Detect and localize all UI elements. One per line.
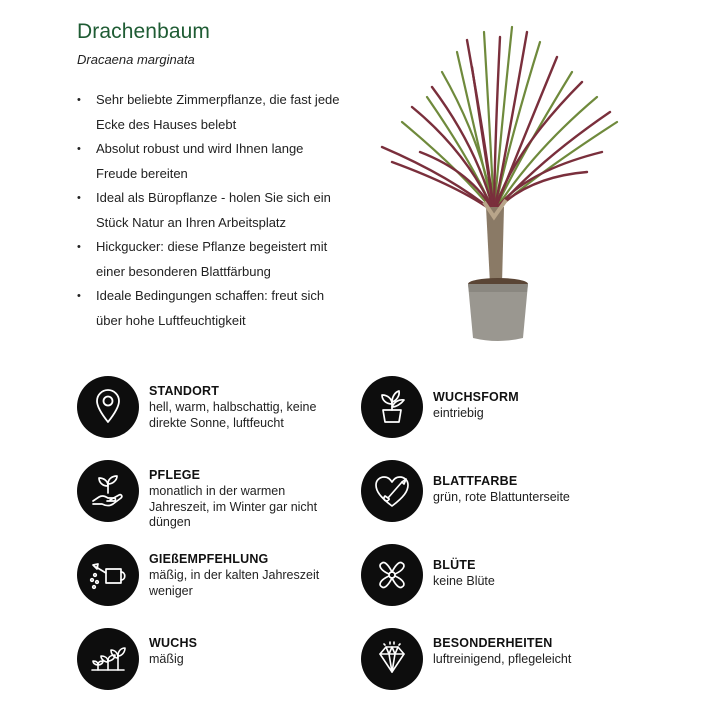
feature-besonderheiten bbox=[361, 628, 651, 692]
feature-title: GIEßEMPFEHLUNG bbox=[149, 552, 269, 566]
list-item bbox=[77, 88, 367, 137]
bullet-text: Ideale Bedingungen schaffen: freut sich bbox=[96, 288, 325, 303]
bullet-text: Sehr beliebte Zimmerpflanze, die fast jede bbox=[96, 92, 340, 107]
feature-title: PFLEGE bbox=[149, 468, 201, 482]
feature-description: monatlich in der warmen Jahreszeit, im Winter gar nicht düngen bbox=[149, 484, 318, 529]
bullet-text: über hohe Luftfeuchtigkeit bbox=[96, 312, 246, 328]
potted-plant-icon bbox=[361, 376, 423, 438]
bullet-dot: • bbox=[77, 290, 81, 302]
feature-description: keine Blüte bbox=[433, 574, 495, 588]
feature-title: STANDORT bbox=[149, 384, 220, 398]
bullet-dot: • bbox=[77, 143, 81, 155]
list-item bbox=[77, 137, 367, 186]
bullet-text: Freude bereiten bbox=[96, 165, 188, 181]
feature-bluete bbox=[361, 544, 651, 608]
feature-description: hell, warm, halbschattig, keine direkte Sonne, luftfeucht bbox=[149, 400, 317, 430]
feature-standort bbox=[77, 376, 367, 440]
list-item bbox=[77, 186, 367, 235]
bullet-text: Hickgucker: diese Pflanze begeistert mit bbox=[96, 239, 328, 254]
bullet-dot: • bbox=[77, 241, 81, 253]
feature-description: mäßig, in der kalten Jahreszeit weniger bbox=[149, 568, 320, 598]
location-pin-icon bbox=[77, 376, 139, 438]
bullet-text: Absolut robust und wird Ihnen lange bbox=[96, 141, 304, 156]
botanical-name: Dracaena marginata bbox=[77, 52, 195, 67]
flower-icon bbox=[361, 544, 423, 606]
feature-title: BLÜTE bbox=[433, 558, 476, 572]
feature-title: BLATTFARBE bbox=[433, 474, 518, 488]
bullet-dot: • bbox=[77, 94, 81, 106]
bullet-dot: • bbox=[77, 192, 81, 204]
bullet-text: einer besonderen Blattfärbung bbox=[96, 263, 271, 279]
leaf-heart-brush-icon bbox=[361, 460, 423, 522]
seedlings-icon bbox=[77, 628, 139, 690]
feature-pflege bbox=[77, 460, 367, 529]
feature-title: BESONDERHEITEN bbox=[433, 636, 553, 650]
feature-title: WUCHS bbox=[149, 636, 198, 650]
dracaena-plant-image bbox=[372, 12, 630, 346]
feature-wuchsform bbox=[361, 376, 651, 440]
feature-description: luftreinigend, pflegeleicht bbox=[433, 652, 572, 666]
feature-description: grün, rote Blattunterseite bbox=[433, 490, 570, 504]
feature-title: WUCHSFORM bbox=[433, 390, 519, 404]
feature-description: mäßig bbox=[149, 652, 184, 666]
diamond-icon bbox=[361, 628, 423, 690]
feature-blattfarbe bbox=[361, 460, 651, 524]
page-title: Drachenbaum bbox=[77, 20, 211, 43]
feature-giessempfehlung bbox=[77, 544, 367, 608]
hand-sprout-icon bbox=[77, 460, 139, 522]
feature-wuchs bbox=[77, 628, 367, 692]
list-item bbox=[77, 235, 367, 284]
feature-description: eintriebig bbox=[433, 406, 484, 420]
bullet-text: Stück Natur an Ihren Arbeitsplatz bbox=[96, 214, 287, 230]
bullet-text: Ecke des Hauses belebt bbox=[96, 116, 237, 132]
feature-bullet-list bbox=[77, 88, 367, 333]
list-item bbox=[77, 284, 367, 333]
watering-can-icon bbox=[77, 544, 139, 606]
bullet-text: Ideal als Büropflanze - holen Sie sich ein bbox=[96, 190, 331, 205]
